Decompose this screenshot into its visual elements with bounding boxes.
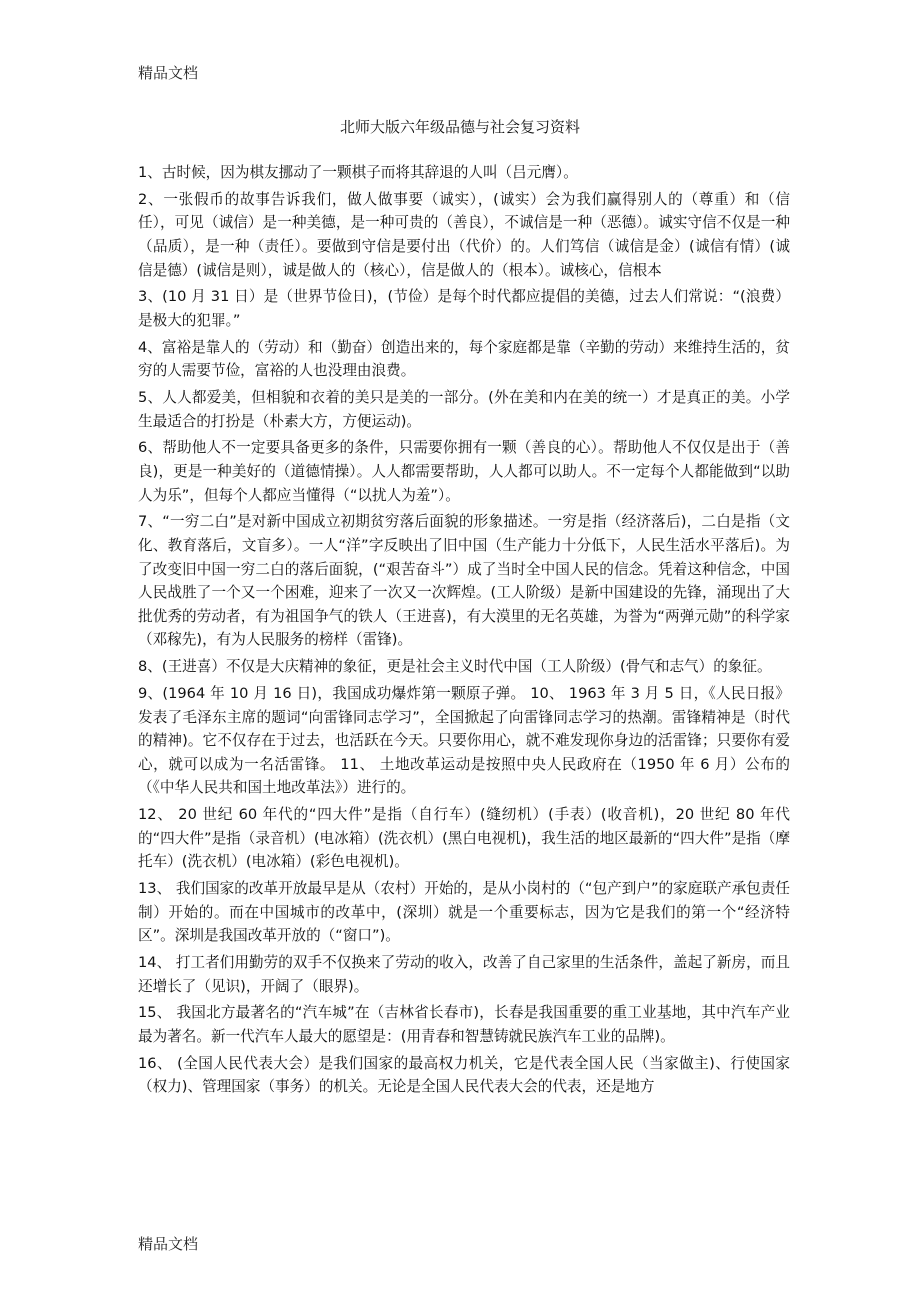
paragraph-2: 2、一张假币的故事告诉我们，做人做事要（诚实），(诚实）会为我们赢得别人的（尊重）和（信任），可见（诚信）是一种美德，是一种可贵的（善良），不诚信是一种（恶德）。诚实守信不仅是一种（品质），是一种（责任）。要做到守信是要付出（代价）的。人们笃信（诚信是金）(诚信有情）(诚信是德）(诚信是则），诚是做人的（核心），信是做人的（根本）。诚核心，信根本 xyxy=(138,190,790,279)
document-title: 北师大版六年级品德与社会复习资料 xyxy=(339,118,580,136)
paragraph-13: 13、 我们国家的改革开放最早是从（农村）开始的，是从小岗村的（“包产到户”的家庭联产承包责任制）开始的。而在中国城市的改革中，(深圳）就是一个重要标志，因为它是我们的第一个“经济特区”。深圳是我国改革开放的（“窗口”)。 xyxy=(138,880,790,945)
paragraph-12: 12、 20 世纪 60 年代的“四大件”是指（自行车）(缝纫机）(手表）(收音机)，20 世纪 80 年代的“四大件”是指（录音机）(电冰箱）(洗衣机）(黑白电视机)，我生活的地区最新的“四大件”是指（摩托车）(洗衣机）(电冰箱）(彩色电视机)。 xyxy=(138,806,790,871)
paragraph-4: 4、富裕是靠人的（劳动）和（勤奋）创造出来的，每个家庭都是靠（辛勤的劳动）来维持生活的，贫穷的人需要节俭，富裕的人也没理由浪费。 xyxy=(138,338,790,380)
paragraph-1: 1、古时候，因为棋友挪动了一颗棋子而将其辞退的人叫（吕元膺）。 xyxy=(138,164,578,181)
paragraph-9: 9、(1964 年 10 月 16 日)，我国成功爆炸第一颗原子弹。 10、 1963 年 3 月 5 日，《人民日报》发表了毛泽东主席的题词“向雷锋同志学习”，全国掀起了向雷锋同志学习的热潮。雷锋精神是（时代的精神)。它不仅存在于过去，也活跃在今天。只要你用心，就不难发现你身边的活雷锋；只要你有爱心，就可以成为一名活雷锋。 11、 土地改革运动是按照中央人民政府在（1950 年 6 月）公布的（《中华人民共和国土地改革法》）进行的。 xyxy=(138,684,790,797)
paragraph-5: 5、人人都爱美，但相貌和衣着的美只是美的一部分。(外在美和内在美的统一）才是真正的美。小学生最适合的打扮是（朴素大方，方便运动)。 xyxy=(138,389,790,430)
paragraph-7: 7、“一穷二白”是对新中国成立初期贫穷落后面貌的形象描述。一穷是指（经济落后)，二白是指（文化、教育落后，文盲多）。一人“洋”字反映出了旧中国（生产能力十分低下，人民生活水平落后)。为了改变旧中国一穷二白的落后面貌，(“艰苦奋斗”）成了当时全中国人民的信念。凭着这种信念，中国人民战胜了一个又一个困难，迎来了一次又一次辉煌。(工人阶级）是新中国建设的先锋，涌现出了大批优秀的劳动者，有为祖国争气的铁人（王进喜)，有大漠里的无名英雄，为誉为“两弹元勋”的科学家（邓稼先)，有为人民服务的榜样（雷锋)。 xyxy=(138,513,790,649)
page-footer-mark: 精品文档 xyxy=(138,1235,199,1253)
paragraph-14: 14、 打工者们用勤劳的双手不仅换来了劳动的收入，改善了自己家里的生活条件，盖起了新房，而且还增长了（见识)，开阔了（眼界)。 xyxy=(138,954,790,995)
paragraph-8: 8、(王进喜）不仅是大庆精神的象征，更是社会主义时代中国（工人阶级）(骨气和志气）的象征。 xyxy=(138,658,772,676)
page-header-mark: 精品文档 xyxy=(138,64,199,82)
paragraph-16: 16、 (全国人民代表大会）是我们国家的最高权力机关，它是代表全国人民（当家做主)、行使国家（权力)、管理国家（事务）的机关。无论是全国人民代表大会的代表，还是地方 xyxy=(138,1054,790,1096)
document-body xyxy=(138,161,790,1102)
paragraph-15: 15、 我国北方最著名的“汽车城”在（吉林省长春市)，长春是我国重要的重工业基地，其中汽车产业最为著名。新一代汽车人最大的愿望是：(用青春和智慧铸就民族汽车工业的品牌)。 xyxy=(138,1004,790,1046)
paragraph-6: 6、帮助他人不一定要具备更多的条件，只需要你拥有一颗（善良的心）。帮助他人不仅仅是出于（善良)，更是一种美好的（道德情操）。人人都需要帮助，人人都可以助人。不一定每个人都能做到“以助人为乐”，但每个人都应当懂得（“以扰人为羞”）。 xyxy=(138,439,790,504)
paragraph-3: 3、(10 月 31 日）是（世界节俭日)，(节俭）是每个时代都应提倡的美德，过去人们常说：“(浪费）是极大的犯罪。” xyxy=(138,288,790,329)
